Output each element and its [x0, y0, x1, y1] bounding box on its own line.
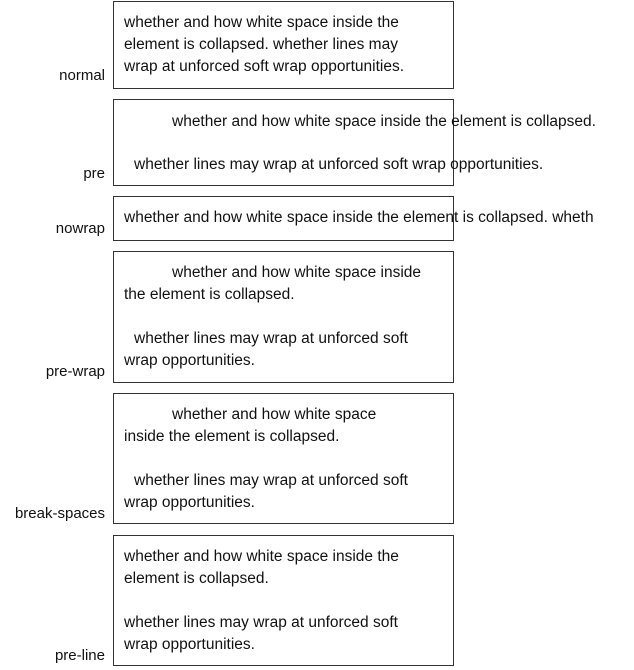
text-line: whether lines may wrap at unforced soft	[134, 472, 408, 489]
label-nowrap: nowrap	[55, 220, 105, 237]
text-line: whether and how white space inside the	[124, 14, 399, 31]
text-line: whether and how white space inside the element is collapsed. wheth	[124, 209, 594, 226]
text-line: whether and how white space	[172, 406, 377, 423]
label-break-spaces: break-spaces	[14, 505, 105, 522]
text-line: the element is collapsed.	[124, 286, 295, 303]
text-line: inside the element is collapsed.	[124, 428, 340, 445]
text-line: wrap at unforced soft wrap opportunities.	[124, 58, 405, 75]
text-line: whether lines may wrap at unforced soft	[124, 614, 398, 631]
label-pre-wrap: pre-wrap	[45, 363, 105, 380]
text-line: whether lines may wrap at unforced soft	[134, 330, 408, 347]
label-pre: pre	[83, 165, 105, 182]
label-normal: normal	[59, 67, 105, 84]
text-line: wrap opportunities.	[124, 494, 255, 511]
text-line: wrap opportunities.	[124, 352, 255, 369]
text-line: element is collapsed. whether lines may	[124, 36, 398, 53]
text-line: element is collapsed.	[124, 570, 269, 587]
label-pre-line: pre-line	[54, 647, 105, 664]
text-line: whether and how white space inside the	[124, 548, 399, 565]
text-line: whether lines may wrap at unforced soft wrap opportunities.	[134, 156, 544, 173]
text-line: whether and how white space inside the element is collapsed.	[172, 113, 596, 130]
text-line: whether and how white space inside	[172, 264, 422, 281]
text-line: wrap opportunities.	[124, 636, 255, 653]
